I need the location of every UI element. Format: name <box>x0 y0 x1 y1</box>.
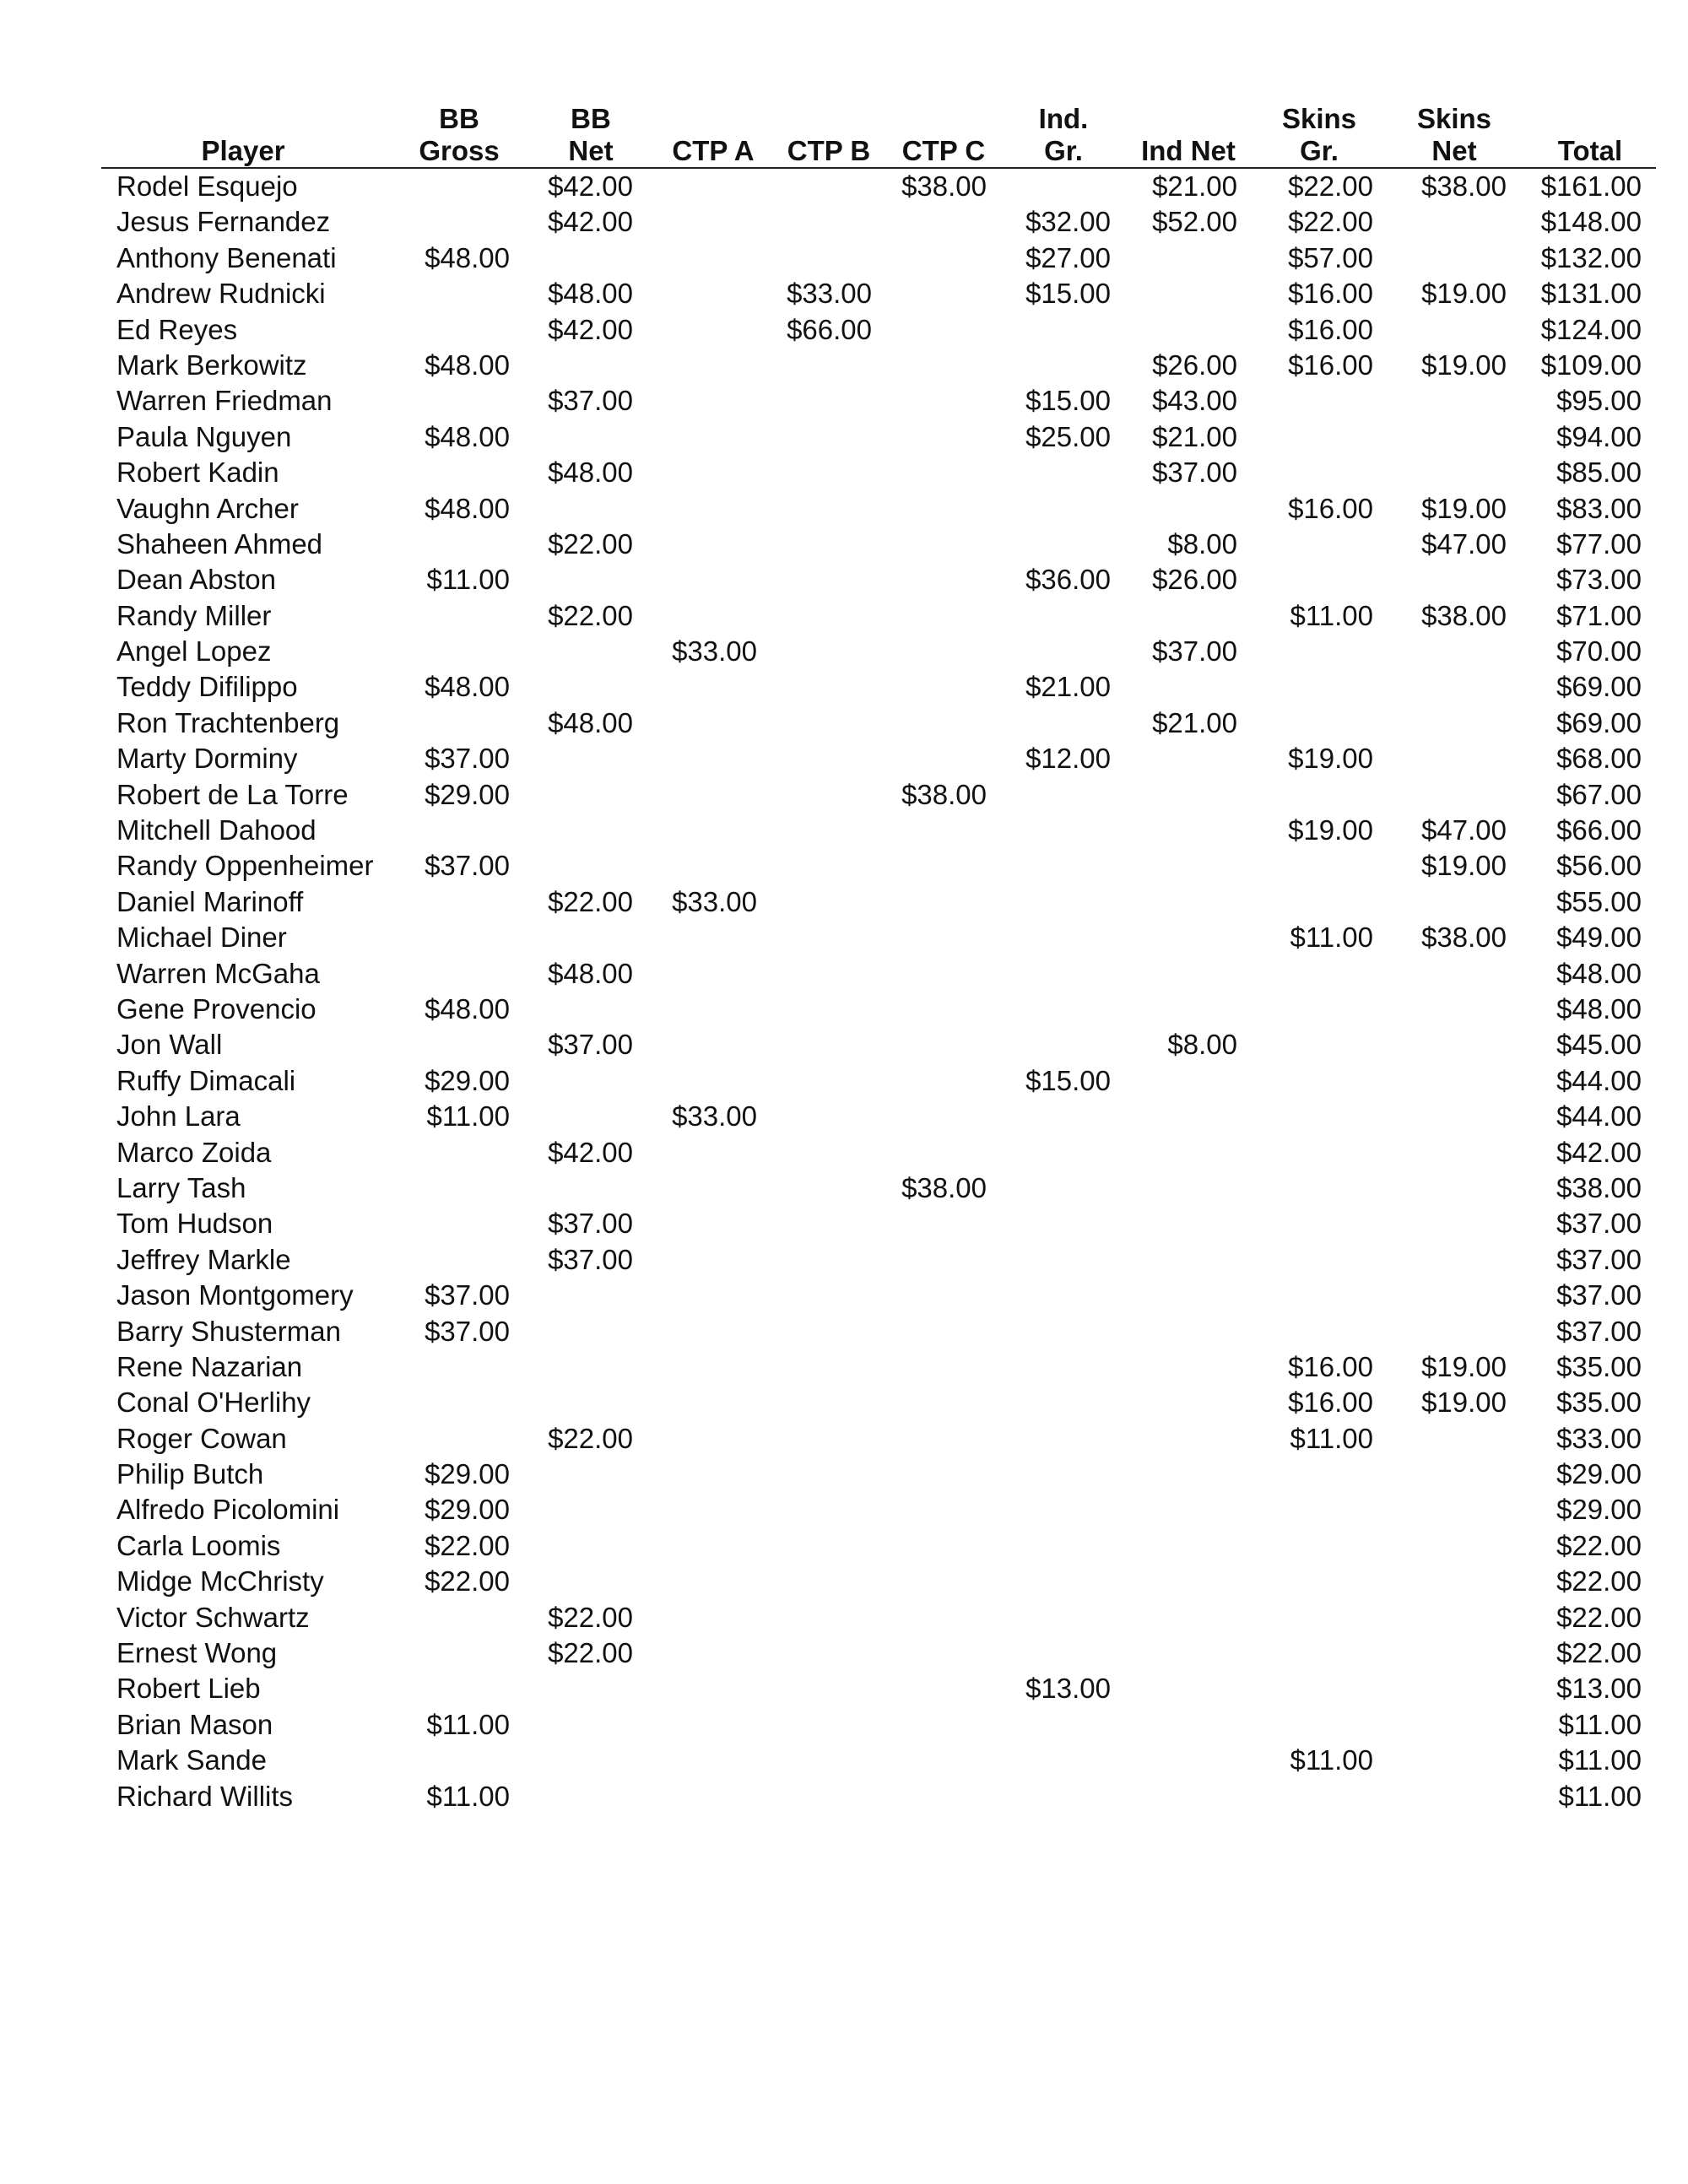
cell-bb-net: $22.00 <box>548 1422 633 1454</box>
cell-skins-gr: $19.00 <box>1288 814 1373 846</box>
cell-bb-gross: $48.00 <box>425 241 510 273</box>
cell-total: $48.00 <box>1556 957 1642 989</box>
cell-total: $22.00 <box>1556 1565 1642 1597</box>
cell-total: $48.00 <box>1556 992 1642 1024</box>
cell-skins-gr: $16.00 <box>1288 313 1373 345</box>
cell-total: $35.00 <box>1556 1350 1642 1382</box>
table-row <box>101 777 1656 813</box>
cell-total: $83.00 <box>1556 492 1642 524</box>
column-header-ctp-c <box>885 103 1003 167</box>
cell-total: $11.00 <box>1558 1708 1642 1740</box>
cell-bb-gross: $48.00 <box>425 671 510 703</box>
cell-skins-gr: $22.00 <box>1288 170 1373 202</box>
column-header-line-2: Gr. <box>1044 135 1083 166</box>
cell-bb-net: $37.00 <box>548 1243 633 1275</box>
table-row <box>101 1135 1656 1170</box>
cell-total: $13.00 <box>1556 1673 1642 1705</box>
cell-total: $95.00 <box>1556 385 1642 417</box>
cell-total: $22.00 <box>1556 1529 1642 1561</box>
column-header-bb-net <box>528 103 654 167</box>
player-name: Randy Oppenheimer <box>116 850 374 882</box>
cell-total: $77.00 <box>1556 527 1642 560</box>
player-name: Angel Lopez <box>116 635 272 668</box>
player-name: Rodel Esquejo <box>116 170 298 202</box>
cell-ind-net: $8.00 <box>1167 527 1237 560</box>
cell-bb-gross: $29.00 <box>425 1458 510 1490</box>
cell-bb-gross: $48.00 <box>425 420 510 452</box>
cell-total: $109.00 <box>1540 349 1642 381</box>
player-name: Jesus Fernandez <box>116 206 331 238</box>
column-header-line-1 <box>116 103 370 135</box>
cell-bb-net: $48.00 <box>548 278 633 310</box>
column-header-ind-gr <box>1004 103 1123 167</box>
cell-total: $69.00 <box>1556 706 1642 738</box>
cell-total: $73.00 <box>1556 564 1642 596</box>
table-row <box>101 419 1656 455</box>
cell-ind-net: $43.00 <box>1152 385 1237 417</box>
cell-bb-net: $48.00 <box>548 457 633 489</box>
table-row <box>101 634 1656 669</box>
cell-skins-gr: $11.00 <box>1290 1422 1373 1454</box>
player-name: Richard Willits <box>116 1780 294 1812</box>
cell-skins-net: $47.00 <box>1421 527 1507 560</box>
cell-ctp-b: $33.00 <box>787 278 872 310</box>
column-header-line-1: Ind. <box>1038 103 1089 134</box>
player-name: Alfredo Picolomini <box>116 1494 340 1526</box>
cell-skins-net: $38.00 <box>1421 922 1507 954</box>
player-name: Marty Dorminy <box>116 743 298 775</box>
cell-total: $11.00 <box>1558 1780 1642 1812</box>
cell-total: $44.00 <box>1556 1100 1642 1133</box>
player-name: Tom Hudson <box>116 1208 273 1240</box>
cell-bb-net: $42.00 <box>548 313 633 345</box>
table-row <box>101 848 1656 884</box>
column-header-line-1 <box>1527 103 1653 135</box>
table-body <box>101 169 1656 1814</box>
table-row <box>101 1743 1656 1778</box>
table-row <box>101 1242 1656 1278</box>
cell-ind-net: $26.00 <box>1152 564 1237 596</box>
player-name: Carla Loomis <box>116 1529 281 1561</box>
player-name: Rene Nazarian <box>116 1350 303 1382</box>
table-row <box>101 920 1656 955</box>
cell-bb-net: $22.00 <box>548 527 633 560</box>
cell-total: $29.00 <box>1556 1458 1642 1490</box>
table-row <box>101 1206 1656 1241</box>
table-row <box>101 813 1656 848</box>
cell-skins-net: $19.00 <box>1421 349 1507 381</box>
cell-skins-gr: $11.00 <box>1290 599 1373 631</box>
cell-ctp-a: $33.00 <box>672 1100 757 1133</box>
cell-total: $22.00 <box>1556 1601 1642 1633</box>
player-name: Jeffrey Markle <box>116 1243 291 1275</box>
table-row <box>101 992 1656 1027</box>
player-name: Ernest Wong <box>116 1637 278 1669</box>
cell-skins-gr: $16.00 <box>1288 1350 1373 1382</box>
column-header-ctp-b <box>770 103 888 167</box>
table-row <box>101 527 1656 562</box>
column-header-line-1: Skins <box>1416 103 1492 134</box>
player-name: Dean Abston <box>116 564 276 596</box>
cell-skins-gr: $57.00 <box>1288 241 1373 273</box>
cell-total: $132.00 <box>1540 241 1642 273</box>
table-row <box>101 705 1656 741</box>
cell-ind-gr: $12.00 <box>1025 743 1111 775</box>
cell-ind-gr: $15.00 <box>1025 1064 1111 1096</box>
column-header-line-1: BB <box>571 103 611 134</box>
player-name: Barry Shusterman <box>116 1315 341 1347</box>
column-header-skins-net <box>1391 103 1518 167</box>
player-name: Ruffy Dimacali <box>116 1064 296 1096</box>
cell-skins-net: $19.00 <box>1421 850 1507 882</box>
table-row <box>101 348 1656 383</box>
cell-skins-net: $19.00 <box>1421 1387 1507 1419</box>
cell-total: $124.00 <box>1540 313 1642 345</box>
table-row <box>101 562 1656 597</box>
table-row <box>101 884 1656 920</box>
cell-ind-gr: $15.00 <box>1025 385 1111 417</box>
player-name: Randy Miller <box>116 599 272 631</box>
cell-ind-gr: $21.00 <box>1025 671 1111 703</box>
table-row <box>101 491 1656 527</box>
table-row <box>101 1635 1656 1671</box>
cell-bb-gross: $29.00 <box>425 778 510 810</box>
player-name: Shaheen Ahmed <box>116 527 323 560</box>
table-row <box>101 1027 1656 1062</box>
cell-ind-net: $26.00 <box>1152 349 1237 381</box>
cell-skins-net: $38.00 <box>1421 170 1507 202</box>
cell-total: $67.00 <box>1556 778 1642 810</box>
cell-total: $37.00 <box>1556 1315 1642 1347</box>
cell-bb-gross: $22.00 <box>425 1529 510 1561</box>
cell-total: $37.00 <box>1556 1279 1642 1311</box>
cell-total: $148.00 <box>1540 206 1642 238</box>
cell-bb-gross: $37.00 <box>425 743 510 775</box>
cell-bb-gross: $11.00 <box>426 564 510 596</box>
cell-ind-gr: $32.00 <box>1025 206 1111 238</box>
column-header-line-1 <box>1125 103 1252 135</box>
cell-bb-gross: $22.00 <box>425 1565 510 1597</box>
table-row <box>101 741 1656 776</box>
player-name: Victor Schwartz <box>116 1601 310 1633</box>
cell-total: $37.00 <box>1556 1208 1642 1240</box>
cell-bb-net: $37.00 <box>548 1208 633 1240</box>
table-row <box>101 1170 1656 1206</box>
cell-skins-net: $19.00 <box>1421 278 1507 310</box>
cell-total: $71.00 <box>1556 599 1642 631</box>
cell-total: $94.00 <box>1556 420 1642 452</box>
player-name: Warren Friedman <box>116 385 333 417</box>
cell-skins-net: $19.00 <box>1421 1350 1507 1382</box>
column-header-line-2: Net <box>1431 135 1477 166</box>
player-name: Ron Trachtenberg <box>116 706 340 738</box>
cell-bb-gross: $11.00 <box>426 1708 510 1740</box>
cell-total: $49.00 <box>1556 922 1642 954</box>
table-row <box>101 1779 1656 1814</box>
cell-total: $29.00 <box>1556 1494 1642 1526</box>
player-name: Gene Provencio <box>116 992 316 1024</box>
cell-ind-gr: $15.00 <box>1025 278 1111 310</box>
cell-total: $11.00 <box>1558 1744 1642 1776</box>
column-header-line-2: CTP C <box>901 135 986 166</box>
player-name: Anthony Benenati <box>116 241 337 273</box>
column-header-line-2: CTP B <box>787 135 871 166</box>
cell-total: $35.00 <box>1556 1387 1642 1419</box>
cell-ctp-a: $33.00 <box>672 885 757 917</box>
column-header-ind-net <box>1125 103 1252 167</box>
cell-skins-gr: $19.00 <box>1288 743 1373 775</box>
table-row <box>101 1063 1656 1099</box>
player-name: Midge McChristy <box>116 1565 324 1597</box>
cell-bb-gross: $11.00 <box>426 1780 510 1812</box>
cell-ind-net: $21.00 <box>1152 170 1237 202</box>
player-name: Mitchell Dahood <box>116 814 316 846</box>
cell-bb-net: $42.00 <box>548 206 633 238</box>
cell-bb-net: $48.00 <box>548 957 633 989</box>
cell-ind-net: $37.00 <box>1152 457 1237 489</box>
cell-skins-net: $19.00 <box>1421 492 1507 524</box>
cell-bb-gross: $37.00 <box>425 850 510 882</box>
cell-ind-net: $21.00 <box>1152 420 1237 452</box>
cell-skins-gr: $11.00 <box>1290 1744 1373 1776</box>
table-row <box>101 1421 1656 1457</box>
table-row <box>101 1349 1656 1385</box>
cell-ind-gr: $25.00 <box>1025 420 1111 452</box>
table-row <box>101 169 1656 204</box>
cell-total: $161.00 <box>1540 170 1642 202</box>
cell-bb-net: $42.00 <box>548 170 633 202</box>
table-row <box>101 312 1656 348</box>
player-name: John Lara <box>116 1100 241 1133</box>
cell-bb-gross: $48.00 <box>425 492 510 524</box>
table-header <box>101 100 1656 169</box>
cell-skins-net: $47.00 <box>1421 814 1507 846</box>
cell-total: $55.00 <box>1556 885 1642 917</box>
column-header-bb-gross <box>396 103 522 167</box>
cell-bb-gross: $11.00 <box>426 1100 510 1133</box>
cell-skins-gr: $11.00 <box>1290 922 1373 954</box>
column-header-line-1 <box>654 103 772 135</box>
cell-bb-net: $48.00 <box>548 706 633 738</box>
cell-ind-net: $21.00 <box>1152 706 1237 738</box>
player-name: Jon Wall <box>116 1029 223 1061</box>
cell-ind-net: $37.00 <box>1152 635 1237 668</box>
cell-bb-gross: $29.00 <box>425 1494 510 1526</box>
player-name: Warren McGaha <box>116 957 320 989</box>
player-name: Roger Cowan <box>116 1422 287 1454</box>
column-header-line-1 <box>885 103 1003 135</box>
cell-skins-gr: $16.00 <box>1288 492 1373 524</box>
table-row <box>101 1385 1656 1420</box>
player-name: Teddy Difilippo <box>116 671 298 703</box>
cell-ctp-a: $33.00 <box>672 635 757 668</box>
cell-bb-gross: $37.00 <box>425 1279 510 1311</box>
cell-ctp-c: $38.00 <box>901 1171 987 1203</box>
cell-bb-net: $22.00 <box>548 1637 633 1669</box>
table-row <box>101 1528 1656 1564</box>
player-name: Marco Zoida <box>116 1136 272 1168</box>
table-row <box>101 383 1656 419</box>
player-name: Michael Diner <box>116 922 287 954</box>
player-name: Jason Montgomery <box>116 1279 354 1311</box>
table-row <box>101 956 1656 992</box>
cell-total: $56.00 <box>1556 850 1642 882</box>
payout-table <box>101 100 1656 1814</box>
player-name: Daniel Marinoff <box>116 885 304 917</box>
cell-skins-gr: $16.00 <box>1288 278 1373 310</box>
cell-total: $70.00 <box>1556 635 1642 668</box>
cell-total: $85.00 <box>1556 457 1642 489</box>
column-header-line-2: Gr. <box>1300 135 1339 166</box>
table-row <box>101 241 1656 276</box>
player-name: Conal O'Herlihy <box>116 1387 311 1419</box>
table-row <box>101 455 1656 490</box>
cell-total: $22.00 <box>1556 1637 1642 1669</box>
cell-total: $68.00 <box>1556 743 1642 775</box>
column-header-line-2: Player <box>201 135 285 166</box>
cell-skins-net: $38.00 <box>1421 599 1507 631</box>
cell-total: $37.00 <box>1556 1243 1642 1275</box>
cell-total: $33.00 <box>1556 1422 1642 1454</box>
table-row <box>101 1457 1656 1492</box>
table-row <box>101 1600 1656 1635</box>
table-row <box>101 1564 1656 1599</box>
column-header-line-2: Net <box>568 135 614 166</box>
cell-bb-net: $22.00 <box>548 885 633 917</box>
player-name: Mark Berkowitz <box>116 349 307 381</box>
cell-total: $66.00 <box>1556 814 1642 846</box>
cell-bb-gross: $29.00 <box>425 1064 510 1096</box>
cell-bb-net: $37.00 <box>548 385 633 417</box>
table-row <box>101 1671 1656 1706</box>
column-header-skins-gr <box>1256 103 1382 167</box>
column-header-total <box>1527 103 1653 167</box>
column-header-line-2: Ind Net <box>1141 135 1236 166</box>
player-name: Andrew Rudnicki <box>116 278 326 310</box>
cell-skins-gr: $22.00 <box>1288 206 1373 238</box>
player-name: Paula Nguyen <box>116 420 292 452</box>
cell-skins-gr: $16.00 <box>1288 349 1373 381</box>
table-row <box>101 669 1656 705</box>
cell-total: $45.00 <box>1556 1029 1642 1061</box>
column-header-line-2: Total <box>1557 135 1623 166</box>
cell-bb-net: $42.00 <box>548 1136 633 1168</box>
cell-total: $131.00 <box>1540 278 1642 310</box>
cell-ctp-b: $66.00 <box>787 313 872 345</box>
player-name: Robert Kadin <box>116 457 279 489</box>
cell-bb-net: $22.00 <box>548 599 633 631</box>
column-header-line-1: BB <box>439 103 479 134</box>
cell-total: $69.00 <box>1556 671 1642 703</box>
cell-ind-gr: $13.00 <box>1025 1673 1111 1705</box>
cell-skins-gr: $16.00 <box>1288 1387 1373 1419</box>
player-name: Mark Sande <box>116 1744 267 1776</box>
column-header-player <box>116 103 370 167</box>
cell-bb-gross: $48.00 <box>425 992 510 1024</box>
cell-bb-gross: $48.00 <box>425 349 510 381</box>
cell-ind-net: $52.00 <box>1152 206 1237 238</box>
column-header-line-1 <box>770 103 888 135</box>
table-row <box>101 598 1656 634</box>
cell-bb-net: $37.00 <box>548 1029 633 1061</box>
cell-total: $38.00 <box>1556 1171 1642 1203</box>
cell-bb-net: $22.00 <box>548 1601 633 1633</box>
cell-ind-net: $8.00 <box>1167 1029 1237 1061</box>
player-name: Ed Reyes <box>116 313 238 345</box>
table-row <box>101 1314 1656 1349</box>
player-name: Robert Lieb <box>116 1673 261 1705</box>
column-header-line-2: Gross <box>419 135 500 166</box>
cell-ctp-c: $38.00 <box>901 170 987 202</box>
table-row <box>101 1099 1656 1134</box>
table-row <box>101 276 1656 311</box>
table-row <box>101 204 1656 240</box>
cell-ctp-c: $38.00 <box>901 778 987 810</box>
player-name: Larry Tash <box>116 1171 246 1203</box>
player-name: Philip Butch <box>116 1458 264 1490</box>
table-row <box>101 1278 1656 1313</box>
column-header-line-1: Skins <box>1281 103 1357 134</box>
column-header-ctp-a <box>654 103 772 167</box>
cell-ind-gr: $27.00 <box>1025 241 1111 273</box>
cell-ind-gr: $36.00 <box>1025 564 1111 596</box>
table-row <box>101 1707 1656 1743</box>
cell-total: $44.00 <box>1556 1064 1642 1096</box>
table-row <box>101 1492 1656 1527</box>
player-name: Brian Mason <box>116 1708 273 1740</box>
player-name: Vaughn Archer <box>116 492 299 524</box>
player-name: Robert de La Torre <box>116 778 349 810</box>
cell-bb-gross: $37.00 <box>425 1315 510 1347</box>
column-header-line-2: CTP A <box>672 135 755 166</box>
cell-total: $42.00 <box>1556 1136 1642 1168</box>
